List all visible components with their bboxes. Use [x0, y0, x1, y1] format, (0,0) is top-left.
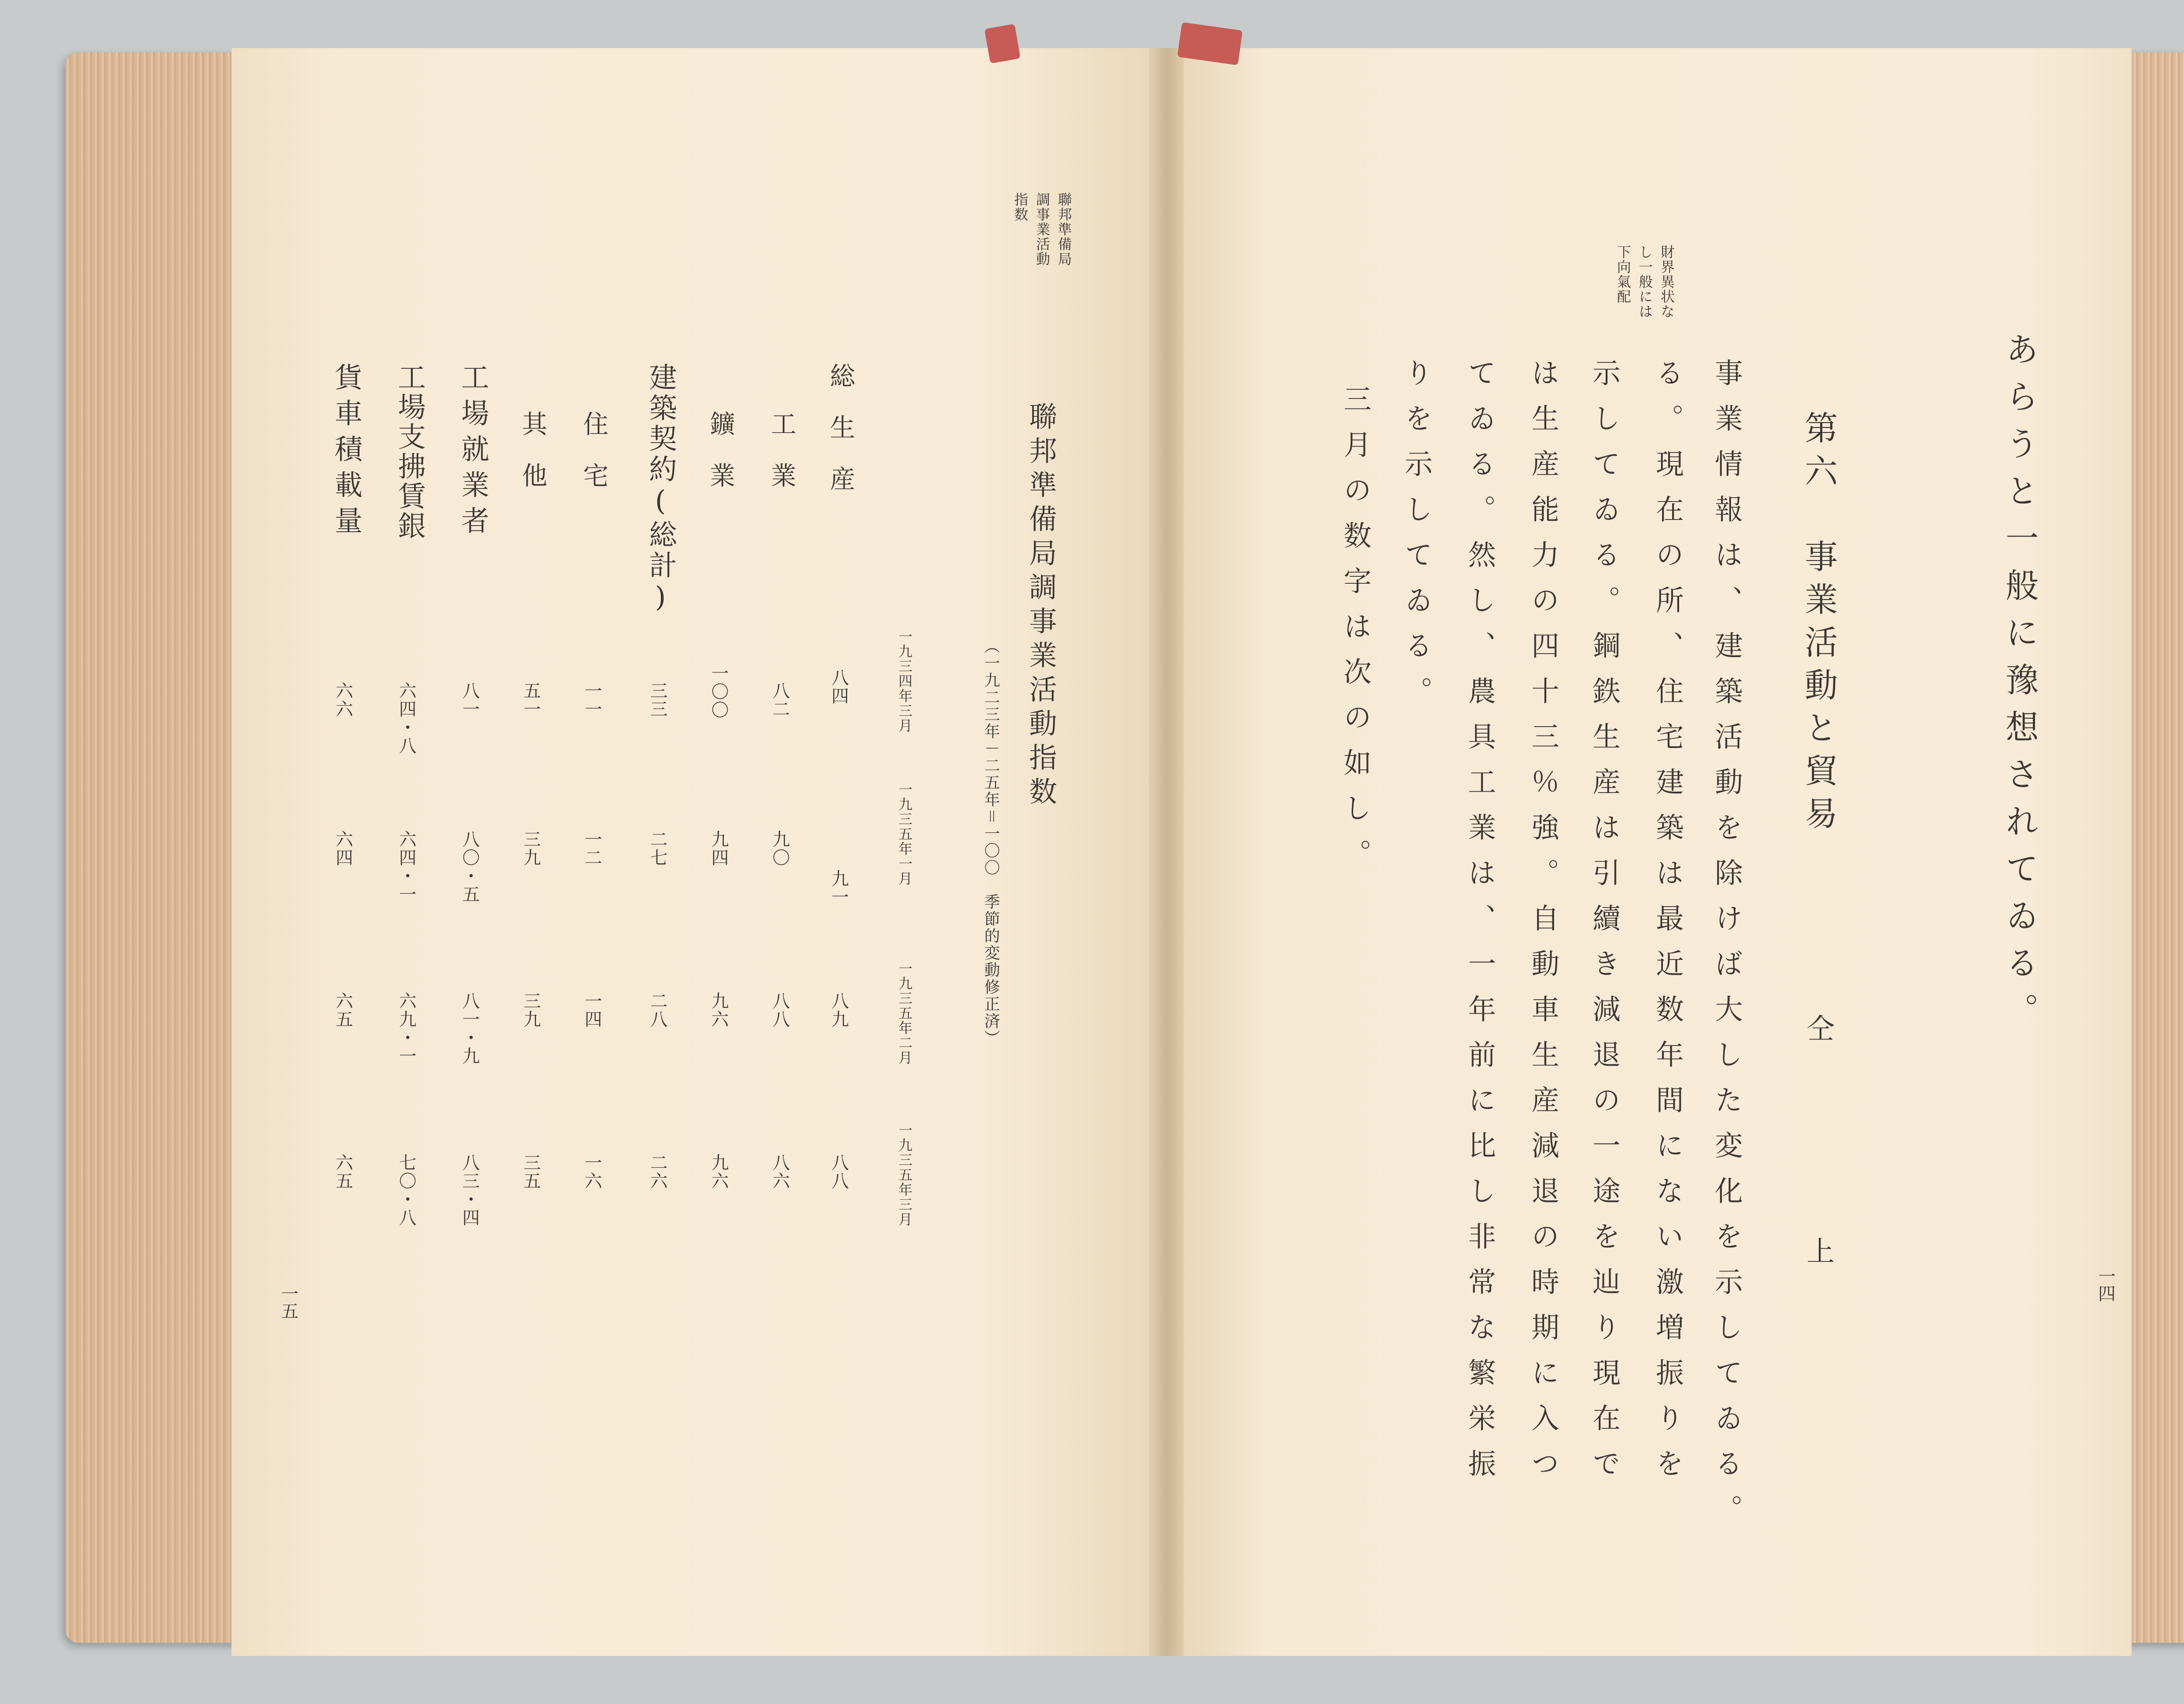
column-header-date: 一九三五年三月: [896, 1123, 913, 1227]
row-label: 建築契約(総計): [644, 363, 677, 616]
row-label: 住宅: [579, 411, 608, 514]
row-value: 八三・四: [460, 1153, 480, 1227]
paragraph-line: る。現在の所、住宅建築は最近数年間にない激増振りを: [1651, 358, 1683, 1494]
row-value: 一六: [582, 1153, 602, 1190]
row-value: 五一: [521, 682, 541, 718]
row-value: 三三: [647, 682, 667, 718]
row-label: 貨車積載量: [330, 363, 362, 542]
left-page-edges: [66, 52, 249, 1643]
page-number-right: 一四: [2095, 1267, 2115, 1302]
row-label: 鑛業: [705, 411, 735, 514]
row-value: 三九: [521, 992, 541, 1029]
paragraph-line: 事業情報は、建築活動を除けば大した変化を示してゐる。: [1710, 358, 1742, 1540]
book-gutter: [1149, 48, 1184, 1656]
section-heading: 第六 事業活動と貿易: [1799, 411, 1838, 839]
row-value: 八一・九: [460, 992, 480, 1065]
row-label: 工業: [767, 411, 796, 514]
row-value: 一〇〇: [708, 664, 729, 719]
row-value: 九〇: [770, 830, 790, 867]
row-value: 八六: [770, 1153, 790, 1190]
paragraph-line: てゐる。然し、農具工業は、一年前に比し非常な繁栄振: [1463, 358, 1496, 1494]
row-value: 八〇・五: [460, 830, 480, 904]
section-heading-sub: 仝: [1802, 1014, 1834, 1054]
column-header-date: 一九三五年二月: [896, 961, 913, 1065]
row-value: 八九: [829, 992, 849, 1029]
row-label: 工場就業者: [456, 363, 489, 542]
row-value: 九四: [708, 830, 729, 867]
row-value: 九六: [708, 1153, 729, 1190]
row-value: 六四・八: [396, 682, 416, 755]
row-value: 三五: [521, 1153, 541, 1190]
paragraph-line: 三月の数字は次の如し。: [1339, 384, 1371, 884]
row-value: 八一: [460, 682, 480, 718]
paragraph-line: りを示してゐる。: [1400, 358, 1432, 722]
row-value: 八八: [770, 992, 790, 1029]
row-value: 六四: [333, 830, 353, 867]
row-value: 九六: [708, 992, 729, 1029]
row-value: 一四: [582, 992, 602, 1029]
row-value: 六五: [333, 1153, 353, 1190]
row-value: 一一: [582, 682, 602, 718]
page-number-left: 一五: [278, 1285, 298, 1320]
paragraph-line: は生産能力の四十三％強。自動車生産減退の時期に入つ: [1527, 358, 1559, 1494]
column-header-date: 一九三四年三月: [896, 629, 913, 733]
row-value: 八八: [829, 1153, 849, 1190]
row-value: 二六: [647, 1153, 667, 1190]
row-label: 総生産: [826, 363, 855, 517]
row-value: 六五: [333, 992, 353, 1029]
row-value: 二七: [647, 830, 667, 867]
row-value: 八四: [829, 668, 849, 705]
section-heading-sub: 上: [1802, 1236, 1834, 1277]
continuation-line: あらうと一般に豫想されてゐる。: [2000, 332, 2039, 1040]
left-margin-note-3: 指数: [1012, 192, 1029, 222]
right-margin-note-1: 財界異状な: [1659, 245, 1675, 319]
right-margin-note-3: 下向氣配: [1615, 245, 1631, 304]
row-value: 一二: [582, 830, 602, 867]
row-value: 二八: [647, 992, 667, 1029]
row-value: 六六: [333, 682, 353, 718]
row-value: 三九: [521, 830, 541, 867]
left-margin-note-1: 聯邦準備局: [1056, 192, 1072, 267]
row-value: 六四・一: [396, 830, 416, 904]
row-value: 七〇・八: [396, 1153, 416, 1227]
bookmark-ribbon: [985, 24, 1021, 64]
row-label: 其他: [518, 411, 547, 514]
left-margin-note-2: 調事業活動: [1034, 192, 1051, 267]
column-header-date: 一九三五年一月: [896, 782, 913, 886]
table-title: 聯邦準備局調事業活動指数: [1024, 402, 1057, 811]
row-value: 九一: [829, 869, 849, 906]
row-value: 六九・一: [396, 992, 416, 1065]
paragraph-line: 示してゐる。鋼鉄生産は引續き減退の一途を辿り現在で: [1588, 358, 1620, 1494]
row-value: 八二: [770, 682, 790, 718]
table-subtitle: （一九二三年－二五年＝一〇〇 季節的変動修正済）: [982, 638, 1000, 1047]
right-margin-note-2: し一般には: [1637, 245, 1653, 319]
row-label: 工場支拂賃銀: [393, 363, 425, 541]
